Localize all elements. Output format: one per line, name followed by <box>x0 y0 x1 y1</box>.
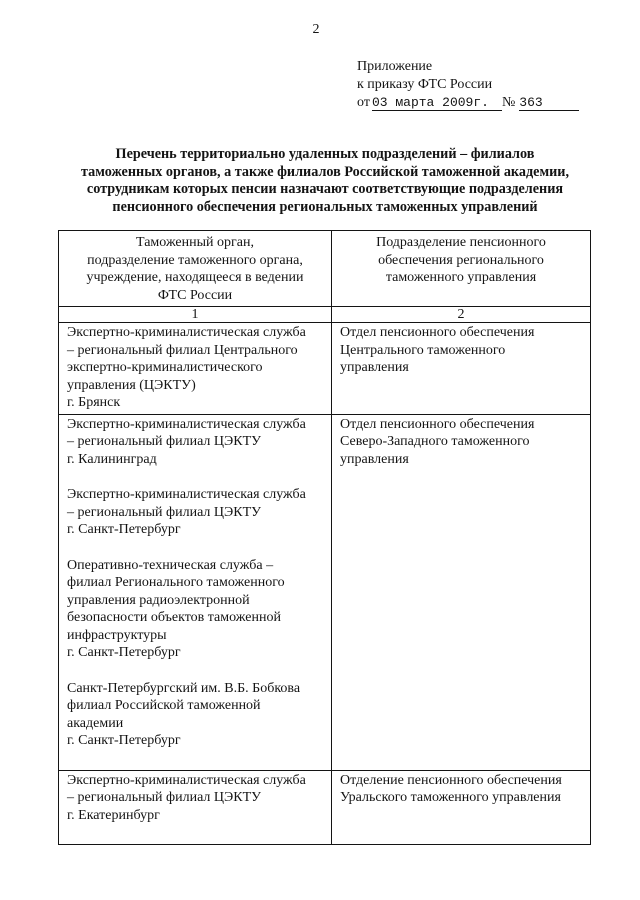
title-line: пенсионного обеспечения региональных таможенных управлений <box>112 198 538 215</box>
department-line: Отделение пенсионного обеспечения <box>340 772 562 788</box>
column-number-2: 2 <box>332 307 591 323</box>
title-line: сотрудникам которых пенсии назначают соответствующие подразделения <box>86 181 564 197</box>
entry-line: Экспертно-криминалистическая служба <box>67 416 306 432</box>
entry-line: – региональный филиал ЦЭКТУ <box>67 790 262 805</box>
department-cell <box>332 323 591 415</box>
entry-line: – региональный филиал ЦЭКТУ <box>67 434 262 449</box>
column-number-1: 1 <box>59 307 332 323</box>
header-line: подразделение таможенного органа, <box>87 252 303 268</box>
header-line: Подразделение пенсионного <box>376 235 546 250</box>
division-cell <box>59 770 332 845</box>
department-line: Отдел пенсионного обеспечения <box>340 325 535 340</box>
entry-city: г. Санкт-Петербург <box>67 522 181 537</box>
order-number-field <box>519 95 579 111</box>
entry-line: – региональный филиал Центрального <box>67 342 298 358</box>
entry-line: Экспертно-криминалистическая служба <box>67 325 306 340</box>
division-entry <box>67 680 327 750</box>
division-entry <box>67 416 327 469</box>
order-prefix: от <box>357 95 370 110</box>
header-col-2 <box>332 231 591 307</box>
entry-line: филиал Российской таможенной <box>67 698 261 713</box>
table-row <box>59 770 591 845</box>
header-col-1 <box>59 231 332 307</box>
entry-line: безопасности объектов таможенной <box>67 610 281 625</box>
division-entry <box>67 557 327 662</box>
division-cell <box>59 323 332 415</box>
department-line: Центрального таможенного <box>340 342 506 358</box>
department-line: Северо-Западного таможенного <box>340 434 530 449</box>
entry-line: Экспертно-криминалистическая служба <box>67 487 306 502</box>
header-line: таможенного управления <box>385 270 537 285</box>
division-entry <box>67 772 327 825</box>
entry-city: г. Калининград <box>67 451 157 467</box>
entry-line: Санкт-Петербургский им. В.Б. Бобкова <box>67 680 301 696</box>
header-line: Таможенный орган, <box>136 235 254 250</box>
order-number-label: № <box>501 95 516 110</box>
document-title <box>60 146 590 216</box>
department-cell <box>332 770 591 845</box>
table-row <box>59 323 591 415</box>
entry-line: управления (ЦЭКТУ) <box>67 377 196 393</box>
appendix-line-2: к приказу ФТС России <box>357 77 493 92</box>
header-line: обеспечения регионального <box>378 252 544 268</box>
column-number-row <box>59 307 591 323</box>
entry-city: г. Санкт-Петербург <box>67 645 181 660</box>
department-cell <box>332 414 591 770</box>
division-cell <box>59 414 332 770</box>
department-line: управления <box>340 451 409 467</box>
appendix-block <box>357 58 579 112</box>
department-line: Уральского таможенного управления <box>340 790 561 805</box>
entry-line: филиал Регионального таможенного <box>67 575 285 590</box>
entry-line: экспертно-криминалистического <box>67 360 263 375</box>
entry-line: Оперативно-техническая служба – <box>67 557 274 573</box>
entry-city: г. Санкт-Петербург <box>67 733 181 748</box>
table-row <box>59 414 591 770</box>
division-entry <box>67 486 327 539</box>
department-line: Отдел пенсионного обеспечения <box>340 416 535 432</box>
header-line: ФТС России <box>157 287 233 303</box>
entry-line: управления радиоэлектронной <box>67 592 250 608</box>
department-line: управления <box>340 360 409 375</box>
order-number: 363 <box>519 95 543 110</box>
title-line: таможенных органов, а также филиалов Российской таможенной академии, <box>81 163 569 180</box>
order-date: 03 марта 2009г. <box>371 95 489 110</box>
entry-line: инфраструктуры <box>67 627 167 643</box>
table-header-row <box>59 231 591 307</box>
entry-line: академии <box>67 715 124 731</box>
appendix-line-1: Приложение <box>357 59 433 74</box>
division-entry <box>67 324 327 412</box>
title-line: Перечень территориально удаленных подразделений – филиалов <box>115 146 535 162</box>
order-line <box>357 94 579 112</box>
entry-line: – региональный филиал ЦЭКТУ <box>67 504 262 520</box>
entry-city: г. Брянск <box>67 395 121 410</box>
order-date-field <box>372 95 502 111</box>
divisions-table <box>58 230 591 845</box>
entry-city: г. Екатеринбург <box>67 807 160 823</box>
page-number: 2 <box>312 22 320 37</box>
entry-line: Экспертно-криминалистическая служба <box>67 772 306 788</box>
header-line: учреждение, находящееся в ведении <box>86 270 304 285</box>
